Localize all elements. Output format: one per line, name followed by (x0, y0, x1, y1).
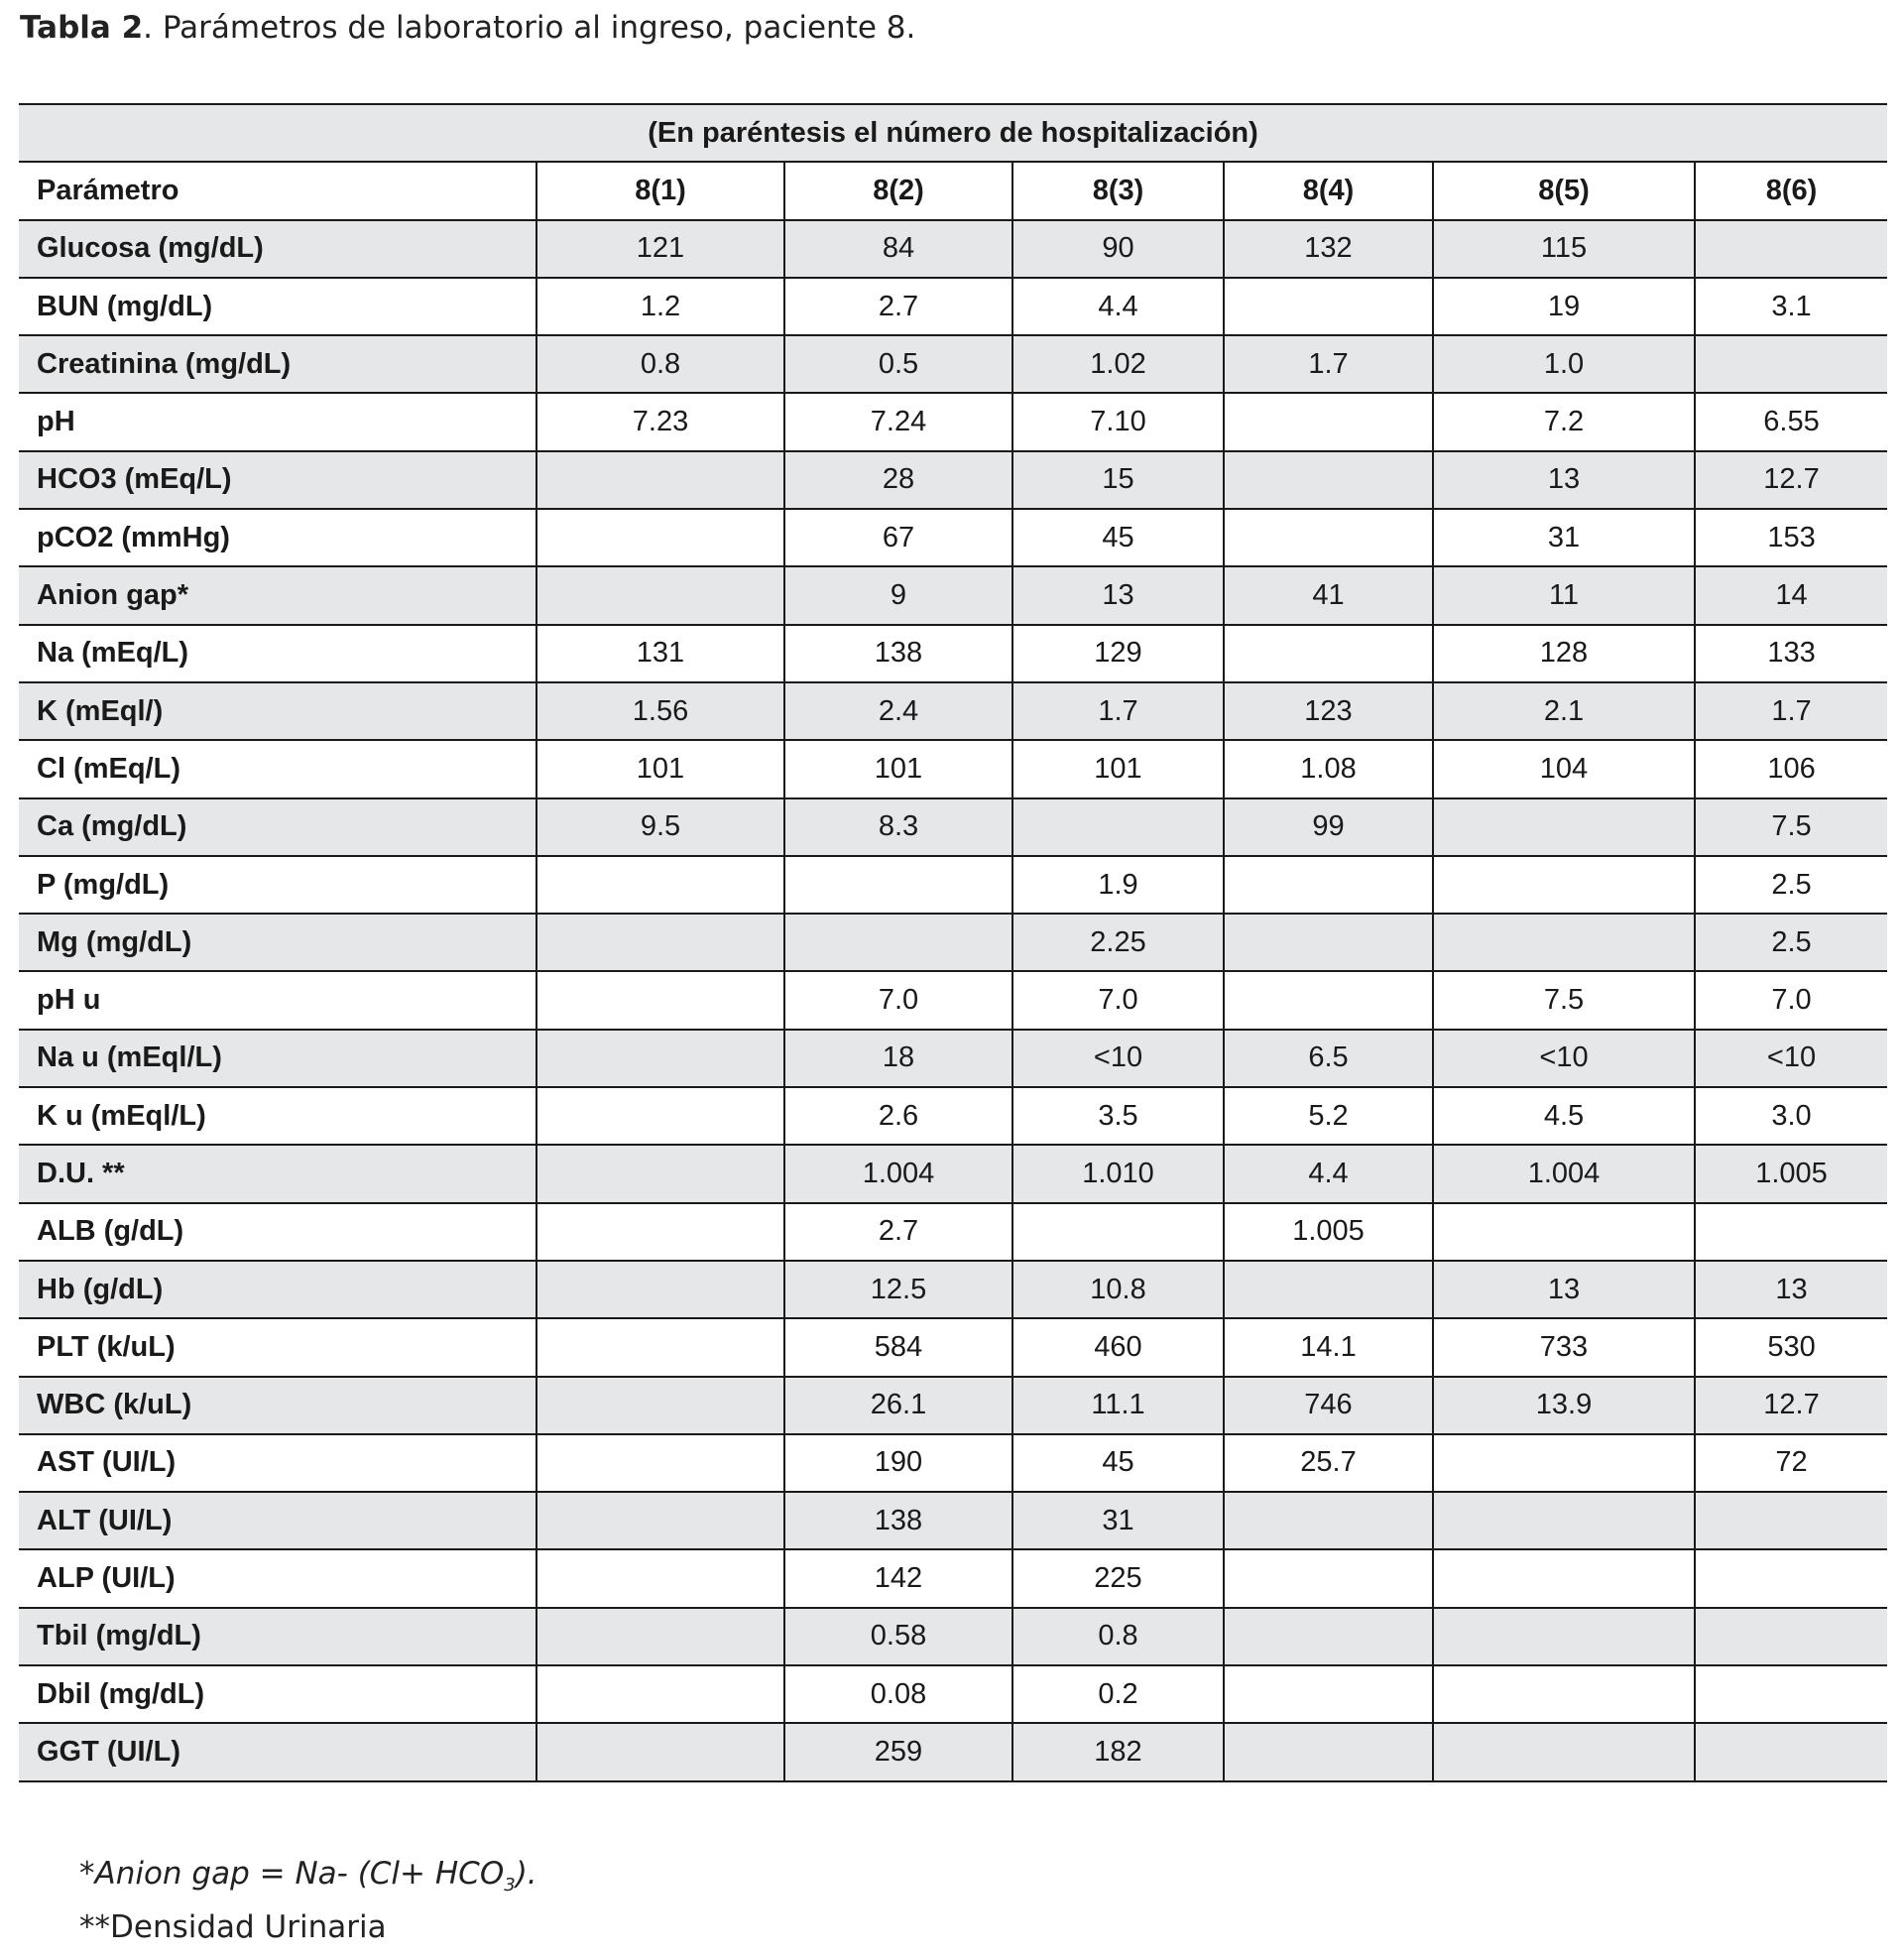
table-row (19, 856, 1887, 914)
column-header: 8(3) (1012, 162, 1224, 219)
table-cell: 121 (536, 220, 784, 278)
table-row (19, 798, 1887, 856)
table-cell (536, 451, 784, 509)
table-cell (1224, 971, 1433, 1029)
table-row (19, 1434, 1887, 1492)
table-cell: 72 (1695, 1434, 1887, 1492)
table-cell: 7.0 (784, 971, 1012, 1029)
table-cell: 9 (784, 566, 1012, 624)
table-row (19, 566, 1887, 624)
column-header: 8(5) (1433, 162, 1695, 219)
table-cell: 123 (1224, 682, 1433, 740)
table-cell: 7.5 (1433, 971, 1695, 1029)
table-cell: 13 (1433, 1261, 1695, 1318)
table-cell: 133 (1695, 625, 1887, 682)
table-cell (536, 914, 784, 971)
table-cell: 99 (1224, 798, 1433, 856)
table-cell: 84 (784, 220, 1012, 278)
table-cell: 9.5 (536, 798, 784, 856)
lab-table (19, 103, 1887, 1782)
table-cell: 7.23 (536, 393, 784, 450)
table-cell: 11 (1433, 566, 1695, 624)
table-row (19, 971, 1887, 1029)
table-cell: 4.5 (1433, 1087, 1695, 1145)
table-row (19, 278, 1887, 335)
table-cell: 1.004 (1433, 1145, 1695, 1202)
caption-text: . Parámetros de laboratorio al ingreso, paciente 8. (143, 10, 916, 46)
table-cell: 138 (784, 1492, 1012, 1549)
column-header: 8(2) (784, 162, 1012, 219)
table-row (19, 1665, 1887, 1723)
table-cell: 1.7 (1224, 335, 1433, 393)
table-cell: 5.2 (1224, 1087, 1433, 1145)
table-cell (1695, 1665, 1887, 1723)
parameter-name: Glucosa (mg/dL) (19, 220, 536, 278)
table-row (19, 625, 1887, 682)
table-cell: 7.0 (1012, 971, 1224, 1029)
table-cell (1224, 625, 1433, 682)
table-cell: 28 (784, 451, 1012, 509)
table-cell: 0.8 (1012, 1608, 1224, 1665)
table-cell: 2.1 (1433, 682, 1695, 740)
table-cell (1433, 798, 1695, 856)
table-row (19, 1492, 1887, 1549)
table-cell: 101 (784, 740, 1012, 797)
table-cell (536, 1434, 784, 1492)
table-cell: 2.6 (784, 1087, 1012, 1145)
table-cell: 1.0 (1433, 335, 1695, 393)
table-cell: 45 (1012, 509, 1224, 566)
table-cell: <10 (1012, 1030, 1224, 1087)
table-cell: 25.7 (1224, 1434, 1433, 1492)
parameter-name: pCO2 (mmHg) (19, 509, 536, 566)
table-cell: 2.7 (784, 1203, 1012, 1261)
table-row (19, 740, 1887, 797)
table-cell: 1.02 (1012, 335, 1224, 393)
table-cell (1224, 1261, 1433, 1318)
parameter-name: Cl (mEq/L) (19, 740, 536, 797)
table-cell (1224, 1492, 1433, 1549)
table-cell (1224, 1665, 1433, 1723)
table-cell: 6.5 (1224, 1030, 1433, 1087)
table-cell: 1.7 (1695, 682, 1887, 740)
parameter-name: pH u (19, 971, 536, 1029)
table-cell: 1.08 (1224, 740, 1433, 797)
table-row (19, 682, 1887, 740)
table-cell (1224, 278, 1433, 335)
parameter-name: K u (mEql/L) (19, 1087, 536, 1145)
table-cell (536, 509, 784, 566)
table-cell (536, 1145, 784, 1202)
table-cell (1224, 1723, 1433, 1780)
table-cell: 7.0 (1695, 971, 1887, 1029)
table-row (19, 1608, 1887, 1665)
parameter-name: Creatinina (mg/dL) (19, 335, 536, 393)
table-cell: 4.4 (1012, 278, 1224, 335)
table-cell: 190 (784, 1434, 1012, 1492)
table-cell (1695, 220, 1887, 278)
table-cell (536, 1492, 784, 1549)
table-cell: 45 (1012, 1434, 1224, 1492)
table-cell: 131 (536, 625, 784, 682)
table-row (19, 1203, 1887, 1261)
table-cell (536, 1608, 784, 1665)
table-cell (536, 1318, 784, 1376)
table-cell: 2.4 (784, 682, 1012, 740)
table-cell (1433, 1723, 1695, 1780)
table-cell (1224, 451, 1433, 509)
parameter-name: Ca (mg/dL) (19, 798, 536, 856)
table-cell: 7.2 (1433, 393, 1695, 450)
table-cell: 13.9 (1433, 1377, 1695, 1434)
table-cell: 460 (1012, 1318, 1224, 1376)
table-cell: 3.1 (1695, 278, 1887, 335)
table-cell: 746 (1224, 1377, 1433, 1434)
parameter-name: WBC (k/uL) (19, 1377, 536, 1434)
table-row (19, 1377, 1887, 1434)
parameter-name: BUN (mg/dL) (19, 278, 536, 335)
table-cell: 10.8 (1012, 1261, 1224, 1318)
table-cell: 128 (1433, 625, 1695, 682)
parameter-name: pH (19, 393, 536, 450)
table-cell (1433, 1203, 1695, 1261)
table-cell (536, 566, 784, 624)
table-row (19, 393, 1887, 450)
table-cell: 1.7 (1012, 682, 1224, 740)
table-row (19, 1087, 1887, 1145)
parameter-name: ALP (UI/L) (19, 1549, 536, 1607)
table-row (19, 1261, 1887, 1318)
table-cell: 733 (1433, 1318, 1695, 1376)
table-cell: 1.005 (1695, 1145, 1887, 1202)
table-cell: <10 (1433, 1030, 1695, 1087)
table-cell: 142 (784, 1549, 1012, 1607)
table-cell: 104 (1433, 740, 1695, 797)
table-row (19, 1030, 1887, 1087)
span-header: (En paréntesis el número de hospitalización) (19, 104, 1887, 162)
footnote-anion-gap: *Anion gap = Na- $(Cl+ HCO_3)$. (79, 1856, 537, 1897)
table-cell: 12.7 (1695, 1377, 1887, 1434)
table-cell (1433, 1608, 1695, 1665)
table-cell: 3.0 (1695, 1087, 1887, 1145)
table-cell: 132 (1224, 220, 1433, 278)
table-cell (536, 856, 784, 914)
table-cell (1433, 914, 1695, 971)
parameter-name: ALT (UI/L) (19, 1492, 536, 1549)
column-header: Parámetro (19, 162, 536, 219)
table-cell (1433, 1549, 1695, 1607)
table-cell: 4.4 (1224, 1145, 1433, 1202)
table-cell (1695, 1723, 1887, 1780)
table-cell (536, 971, 784, 1029)
table-cell: 6.55 (1695, 393, 1887, 450)
table-row (19, 509, 1887, 566)
table-cell: 0.08 (784, 1665, 1012, 1723)
parameter-name: Anion gap* (19, 566, 536, 624)
table-cell (1695, 1549, 1887, 1607)
column-header-row (19, 162, 1887, 219)
table-cell: 1.2 (536, 278, 784, 335)
table-cell: 14.1 (1224, 1318, 1433, 1376)
table-cell: 11.1 (1012, 1377, 1224, 1434)
table-cell (1224, 509, 1433, 566)
table-cell: 115 (1433, 220, 1695, 278)
table-cell: 0.58 (784, 1608, 1012, 1665)
parameter-name: Tbil (mg/dL) (19, 1608, 536, 1665)
table-cell: <10 (1695, 1030, 1887, 1087)
table-cell: 106 (1695, 740, 1887, 797)
caption-label: Tabla 2 (20, 10, 144, 46)
table-cell: 12.5 (784, 1261, 1012, 1318)
table-cell: 2.5 (1695, 856, 1887, 914)
column-header: 8(1) (536, 162, 784, 219)
table-cell (1433, 1665, 1695, 1723)
table-row (19, 1723, 1887, 1780)
parameter-name: D.U. ** (19, 1145, 536, 1202)
table-cell (1224, 393, 1433, 450)
table-cell: 7.24 (784, 393, 1012, 450)
table-cell: 41 (1224, 566, 1433, 624)
table-cell (784, 856, 1012, 914)
table-cell: 90 (1012, 220, 1224, 278)
table-cell: 0.5 (784, 335, 1012, 393)
span-header-row (19, 104, 1887, 162)
table-cell (1433, 1434, 1695, 1492)
table-cell: 13 (1695, 1261, 1887, 1318)
table-cell: 129 (1012, 625, 1224, 682)
table-cell: 31 (1433, 509, 1695, 566)
table-row (19, 451, 1887, 509)
table-cell: 225 (1012, 1549, 1224, 1607)
table-cell: 67 (784, 509, 1012, 566)
table-cell: 1.010 (1012, 1145, 1224, 1202)
table-cell: 1.005 (1224, 1203, 1433, 1261)
table-cell (536, 1203, 784, 1261)
table-cell: 153 (1695, 509, 1887, 566)
table-caption (20, 10, 915, 46)
table-cell: 26.1 (784, 1377, 1012, 1434)
table-cell (536, 1665, 784, 1723)
table-cell: 14 (1695, 566, 1887, 624)
parameter-name: Na (mEq/L) (19, 625, 536, 682)
footnote-du: **Densidad Urinaria (79, 1909, 387, 1946)
table-row (19, 335, 1887, 393)
table-cell: 1.004 (784, 1145, 1012, 1202)
parameter-name: PLT (k/uL) (19, 1318, 536, 1376)
table-cell (536, 1087, 784, 1145)
table-cell (1695, 1492, 1887, 1549)
table-cell (536, 1723, 784, 1780)
table-cell: 2.5 (1695, 914, 1887, 971)
parameter-name: Mg (mg/dL) (19, 914, 536, 971)
table-cell: 530 (1695, 1318, 1887, 1376)
table-cell (1695, 1203, 1887, 1261)
table-cell: 101 (1012, 740, 1224, 797)
footnotes (79, 1853, 537, 1949)
parameter-name: K (mEql/) (19, 682, 536, 740)
table-cell: 101 (536, 740, 784, 797)
table-cell: 1.56 (536, 682, 784, 740)
parameter-name: Na u (mEql/L) (19, 1030, 536, 1087)
parameter-name: Dbil (mg/dL) (19, 1665, 536, 1723)
table-cell (1012, 798, 1224, 856)
table-cell: 31 (1012, 1492, 1224, 1549)
table-cell: 13 (1012, 566, 1224, 624)
table-row (19, 220, 1887, 278)
table-cell (1224, 1608, 1433, 1665)
table-row (19, 1318, 1887, 1376)
table-cell: 0.2 (1012, 1665, 1224, 1723)
parameter-name: GGT (UI/L) (19, 1723, 536, 1780)
table-cell (536, 1030, 784, 1087)
parameter-name: Hb (g/dL) (19, 1261, 536, 1318)
table-cell: 2.7 (784, 278, 1012, 335)
column-header: 8(4) (1224, 162, 1433, 219)
table-cell: 0.8 (536, 335, 784, 393)
parameter-name: ALB (g/dL) (19, 1203, 536, 1261)
table-cell: 2.25 (1012, 914, 1224, 971)
parameter-name: P (mg/dL) (19, 856, 536, 914)
table-cell: 18 (784, 1030, 1012, 1087)
table-cell: 1.9 (1012, 856, 1224, 914)
table-cell (536, 1549, 784, 1607)
table-cell (1224, 856, 1433, 914)
table-cell (1012, 1203, 1224, 1261)
parameter-name: HCO3 (mEq/L) (19, 451, 536, 509)
column-header: 8(6) (1695, 162, 1887, 219)
table-row (19, 1549, 1887, 1607)
table-row (19, 914, 1887, 971)
table-cell (536, 1261, 784, 1318)
table-cell (1695, 1608, 1887, 1665)
table-cell (1433, 856, 1695, 914)
table-cell (1224, 1549, 1433, 1607)
table-cell: 7.5 (1695, 798, 1887, 856)
table-row (19, 1145, 1887, 1202)
table-cell (1695, 335, 1887, 393)
table-cell: 7.10 (1012, 393, 1224, 450)
table-cell: 259 (784, 1723, 1012, 1780)
table-cell: 12.7 (1695, 451, 1887, 509)
table-cell: 13 (1433, 451, 1695, 509)
table-cell (1433, 1492, 1695, 1549)
table-cell: 19 (1433, 278, 1695, 335)
table-cell: 182 (1012, 1723, 1224, 1780)
table-cell: 8.3 (784, 798, 1012, 856)
table-cell (536, 1377, 784, 1434)
table-cell (1224, 914, 1433, 971)
parameter-name: AST (UI/L) (19, 1434, 536, 1492)
table-cell (784, 914, 1012, 971)
table-body (19, 220, 1887, 1781)
table-cell: 138 (784, 625, 1012, 682)
table-cell: 3.5 (1012, 1087, 1224, 1145)
table-cell: 15 (1012, 451, 1224, 509)
table-cell: 584 (784, 1318, 1012, 1376)
